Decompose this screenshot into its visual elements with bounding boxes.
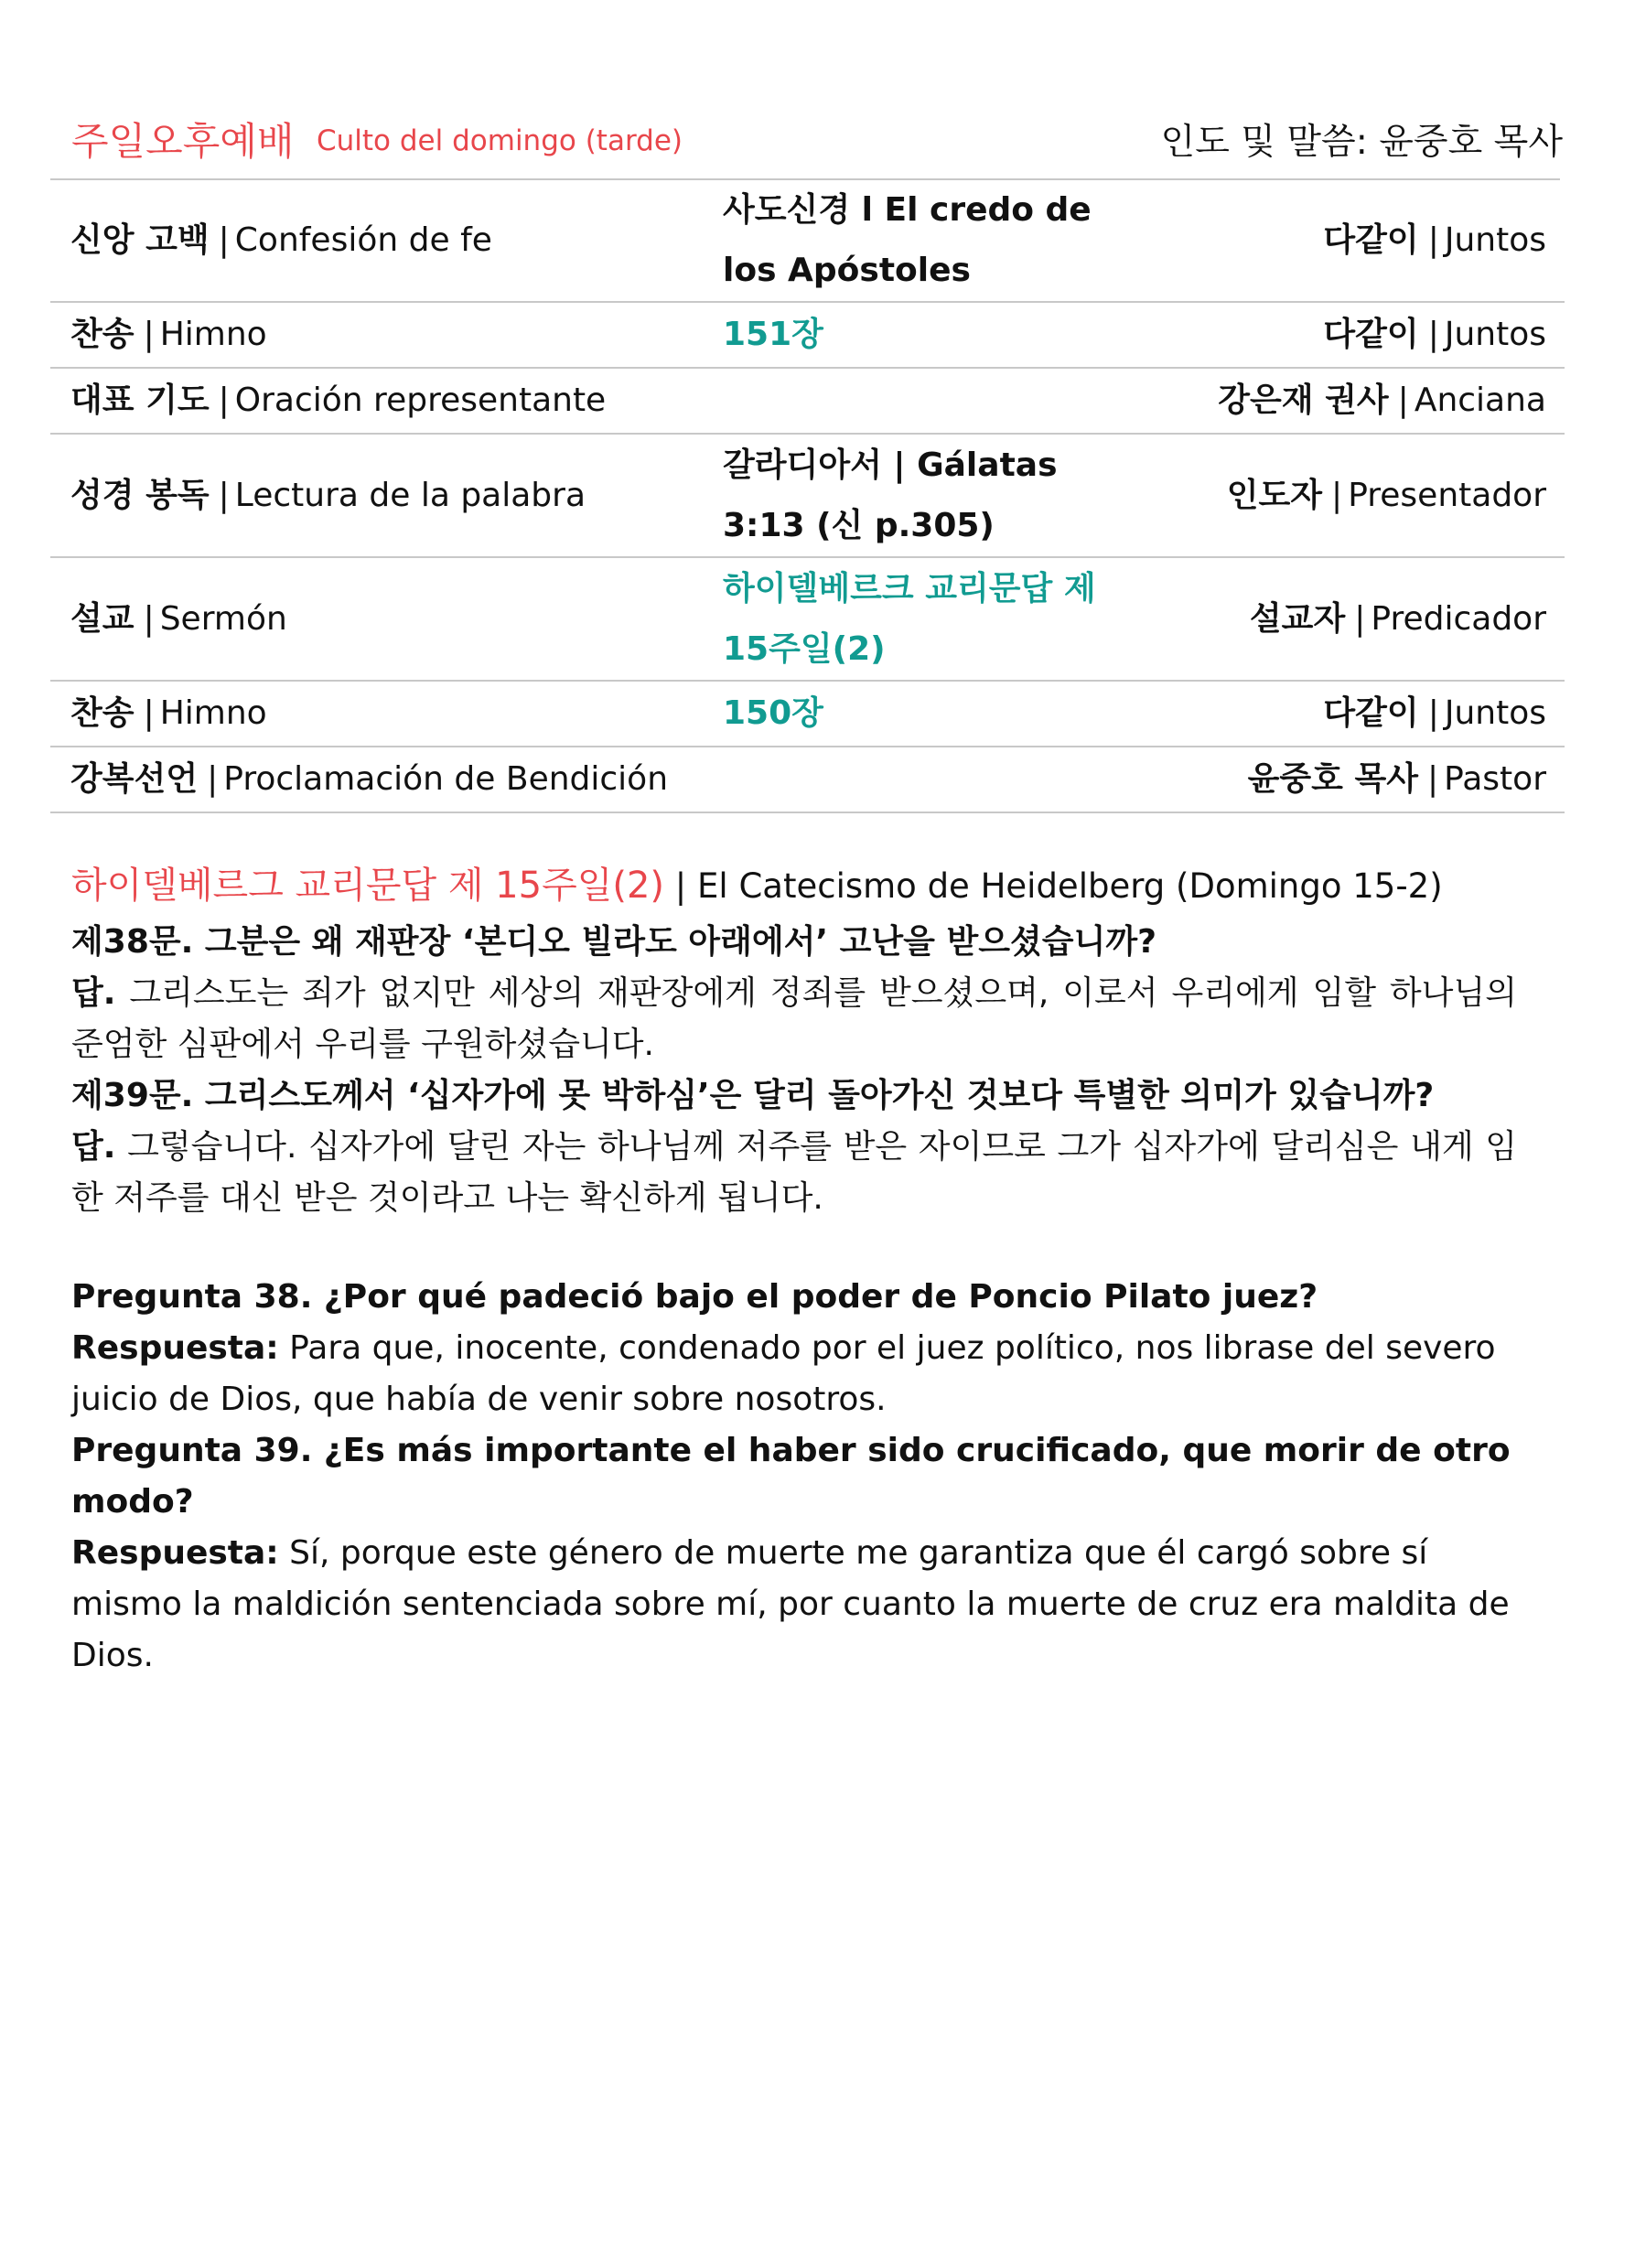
order-row-hymn-2 (50, 682, 1565, 747)
item-responsible-ko: 윤중호 목사 (1247, 760, 1418, 798)
item-separator: | (143, 316, 155, 353)
order-row-sermon (50, 558, 1565, 682)
item-separator: | (218, 382, 230, 419)
answer-label-ko: 답. (71, 974, 116, 1012)
item-detail: 하이델베르크 교리문답 제 15주일(2) (723, 569, 1096, 668)
answer-39-es (71, 1528, 1517, 1682)
item-detail: 갈라디아서 | Gálatas 3:13 (신 p.305) (723, 446, 1058, 544)
order-row-confession (50, 179, 1565, 303)
item-ko: 찬송 (70, 694, 134, 732)
answer-label-ko: 답. (71, 1128, 116, 1166)
item-responsible-ko: 다같이 (1323, 316, 1419, 353)
catechism-section (71, 855, 1517, 1682)
item-separator: | (143, 694, 155, 732)
service-leader: 인도 및 말씀: 윤중호 목사 (1160, 122, 1563, 163)
section-spacer (71, 1224, 1517, 1272)
item-separator: | (1427, 694, 1439, 732)
item-responsible-es: Juntos (1444, 316, 1546, 353)
item-responsible-es: Juntos (1444, 694, 1546, 732)
item-detail: 150장 (723, 694, 823, 732)
catechism-title-ko: 하이델베르그 교리문답 제 15주일(2) (71, 865, 665, 907)
item-responsible-ko: 설교자 (1249, 599, 1346, 638)
service-title-es: Culto del domingo (tarde) (317, 124, 683, 157)
item-responsible-es: Anciana (1414, 382, 1546, 419)
item-separator: | (218, 220, 230, 259)
answer-39-ko (71, 1122, 1517, 1224)
item-responsible-ko: 강은재 권사 (1218, 382, 1389, 419)
answer-38-es-text: Para que, inocente, condenado por el juez político, nos librase del severo juicio de Dios, que había de venir sobre nosotros. (71, 1329, 1496, 1418)
item-responsible-ko: 인도자 (1226, 476, 1323, 514)
item-es: Sermón (159, 599, 287, 638)
answer-38-ko (71, 968, 1517, 1070)
answer-39-es-text: Sí, porque este género de muerte me garantiza que él cargó sobre sí mismo la maldición sentenciada sobre mí, por cuanto la muerte de cruz era maldita de Dios. (71, 1534, 1510, 1674)
catechism-title (71, 855, 1517, 917)
item-es: Oración representante (234, 382, 607, 419)
service-header (71, 108, 1563, 163)
question-39-es: Pregunta 39. ¿Es más importante el haber sido crucificado, que morir de otro modo? (71, 1432, 1511, 1521)
question-39-ko: 제39문. 그리스도께서 ‘십자가에 못 박하심’은 달리 돌아가신 것보다 특별한 의미가 있습니까? (71, 1077, 1435, 1114)
order-row-reading (50, 435, 1565, 558)
item-ko: 대표 기도 (70, 382, 210, 419)
answer-label-es: Respuesta: (71, 1534, 279, 1572)
item-es: Confesión de fe (234, 220, 492, 259)
item-separator: | (218, 476, 230, 514)
item-separator: | (1397, 382, 1409, 419)
order-row-benediction (50, 747, 1565, 813)
question-38-es: Pregunta 38. ¿Por qué padeció bajo el poder de Poncio Pilato juez? (71, 1278, 1318, 1316)
item-responsible-es: Presentador (1348, 476, 1546, 514)
item-responsible-ko: 다같이 (1323, 220, 1419, 259)
item-separator: | (207, 760, 219, 798)
item-es: Himno (159, 316, 267, 353)
item-detail: 151장 (723, 316, 823, 353)
item-es: Proclamación de Bendición (223, 760, 669, 798)
order-row-prayer (50, 369, 1565, 435)
item-responsible-ko: 다같이 (1323, 694, 1419, 732)
order-row-hymn-1 (50, 303, 1565, 369)
item-ko: 설교 (70, 599, 134, 638)
item-detail: 사도신경 l El credo de los Apóstoles (723, 190, 1092, 289)
item-es: Himno (159, 694, 267, 732)
item-ko: 강복선언 (70, 760, 199, 798)
question-38-ko: 제38문. 그분은 왜 재판장 ‘본디오 빌라도 아래에서’ 고난을 받으셨습니까? (71, 923, 1157, 961)
item-es: Lectura de la palabra (234, 476, 586, 514)
item-ko: 찬송 (70, 316, 134, 353)
service-title-ko: 주일오후예배 (71, 119, 295, 164)
catechism-title-es: | El Catecismo de Heidelberg (Domingo 15-2) (674, 866, 1443, 906)
item-separator: | (143, 599, 155, 638)
answer-38-ko-text: 그리스도는 죄가 없지만 세상의 재판장에게 정죄를 받으셨으며, 이로서 우리에게 임할 하나님의 준엄한 심판에서 우리를 구원하셨습니다. (71, 974, 1517, 1063)
item-separator: | (1427, 760, 1439, 798)
item-ko: 성경 봉독 (70, 476, 210, 514)
item-separator: | (1427, 220, 1439, 259)
item-responsible-es: Predicador (1371, 599, 1546, 638)
item-separator: | (1331, 476, 1343, 514)
item-ko: 신앙 고백 (70, 220, 210, 259)
answer-label-es: Respuesta: (71, 1329, 279, 1367)
answer-38-es (71, 1323, 1517, 1425)
item-responsible-es: Pastor (1444, 760, 1546, 798)
item-separator: | (1427, 316, 1439, 353)
answer-39-ko-text: 그렇습니다. 십자가에 달린 자는 하나님께 저주를 받은 자이므로 그가 십자가에 달리심은 내게 임한 저주를 대신 받은 것이라고 나는 확신하게 됩니다. (71, 1128, 1517, 1217)
item-separator: | (1354, 599, 1366, 638)
order-of-service (50, 179, 1565, 813)
item-responsible-es: Juntos (1444, 220, 1546, 259)
